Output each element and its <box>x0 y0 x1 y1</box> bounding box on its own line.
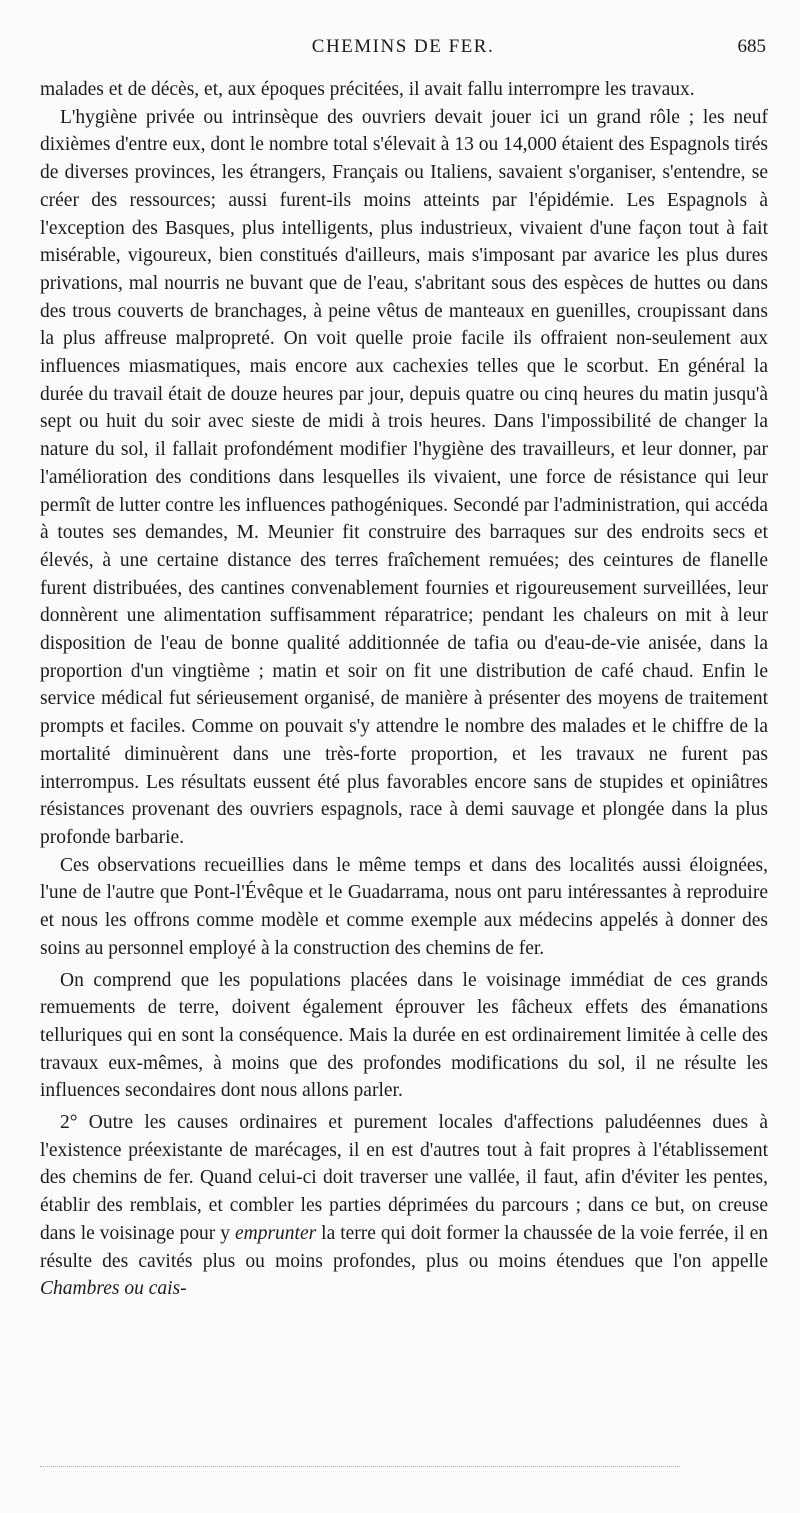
paragraph: L'hygiène privée ou intrinsèque des ouvriers devait jouer ici un grand rôle ; les neuf dixièmes d'entre eux, dont le nombre total s'élevait à 13 ou 14,000 étaient des Espagnols tirés de diverses provinces, les étrangers, Français ou Italiens, savaient s'organiser, s'entendre, se créer des ressources; aussi furent-ils moins atteints par l'épidémie. Les Espagnols à l'exception des Basques, plus intelligents, plus industrieux, vivaient d'une façon tout à fait misérable, vigoureux, bien constitués d'ailleurs, mais s'imposant par avarice les plus dures privations, mal nourris ne buvant que de l'eau, s'abritant sous des espèces de huttes ou dans des trous couverts de branchages, à peine vêtus de manteaux en guenilles, croupissant dans la plus affreuse malpropreté. On voit quelle proie facile ils offraient non-seulement aux influences miasmatiques, mais encore aux cachexies telles que le scorbut. En général la durée du travail était de douze heures par jour, depuis quatre ou cinq heures du matin jusqu'à sept ou huit du soir avec sieste de midi à trois heures. Dans l'impossibilité de changer la nature du sol, il fallait profondément modifier l'hygiène des travailleurs, et leur donner, par l'amélioration des conditions dans lesquelles ils vivaient, une force de résistance qui leur permît de lutter contre les influences pathogéniques. Secondé par l'administration, qui accéda à toutes ses demandes, M. Meunier fit construire des barraques sur des endroits secs et élevés, à une certaine distance des terres fraîchement remuées; des ceintures de flanelle furent distribuées, des cantines convenablement fournies et rigoureusement surveillées, leur donnèrent une alimentation suffisamment réparatrice; pendant les chaleurs on mit à leur disposition de l'eau de bonne qualité additionnée de tafia ou d'eau-de-vie anisée, dans la proportion d'un vingtième ; matin et soir on fit une distribution de café chaud. Enfin le service médical fut sérieusement organisé, de manière à présenter des moyens de traitement prompts et faciles. Comme on pouvait s'y attendre le nombre des malades et le chiffre de la mortalité diminuèrent dans une très-forte proportion, et les travaux ne furent pas interrompus. Les résultats eussent été plus favorables encore sans de stupides et opiniâtres résistances provenant des ouvriers espagnols, race à demi sauvage et plongée dans la plus profonde barbarie. <box>40 106 768 848</box>
paragraph-text: 2° Outre les causes ordinaires et purement locales d'affections paludéennes dues à l'existence préexistante de marécages, il en est d'autres tout à fait propres à l'établissement des chemins de fer. Quand celui-ci doit traverser une vallée, il faut, afin d'éviter les pentes, établir des remblais, et combler les parties déprimées du parcours ; dans ce but, on creuse dans le voisinage pour y <box>40 1112 768 1244</box>
running-title: CHEMINS DE FER. <box>311 36 495 57</box>
footer-rule <box>40 1466 680 1467</box>
paragraph-text: la terre qui doit former la chaussée de la voie ferrée, il en résulte des cavités plus ou moins profondes, plus ou moins étendues que l'on appelle <box>40 1222 769 1272</box>
body-text <box>40 76 768 1303</box>
paragraph: On comprend que les populations placées dans le voisinage immédiat de ces grands remuements de terre, doivent également éprouver les fâcheux effets des émanations telluriques qui en sont la conséquence. Mais la durée en est ordinairement limitée à celle des travaux eux-mêmes, à moins que des profondes modifications du sol, il ne résulte les influences secondaires dont nous allons parler. <box>40 969 768 1102</box>
page-number: 685 <box>737 36 766 57</box>
italic-term: Chambres ou cais- <box>40 1278 187 1300</box>
paragraph: malades et de décès, et, aux époques précitées, il avait fallu interrompre les travaux. <box>40 79 695 100</box>
page-header <box>40 36 766 66</box>
paragraph: Ces observations recueillies dans le même temps et dans des localités aussi éloignées, l'une de l'autre que Pont-l'Évêque et le Guadarrama, nous ont paru intéressantes à reproduire et nous les offrons comme modèle et comme exemple aux médecins appelés à donner des soins au personnel employé à la construction des chemins de fer. <box>40 854 768 959</box>
paragraph <box>40 1109 768 1303</box>
italic-term: emprunter <box>234 1222 317 1244</box>
